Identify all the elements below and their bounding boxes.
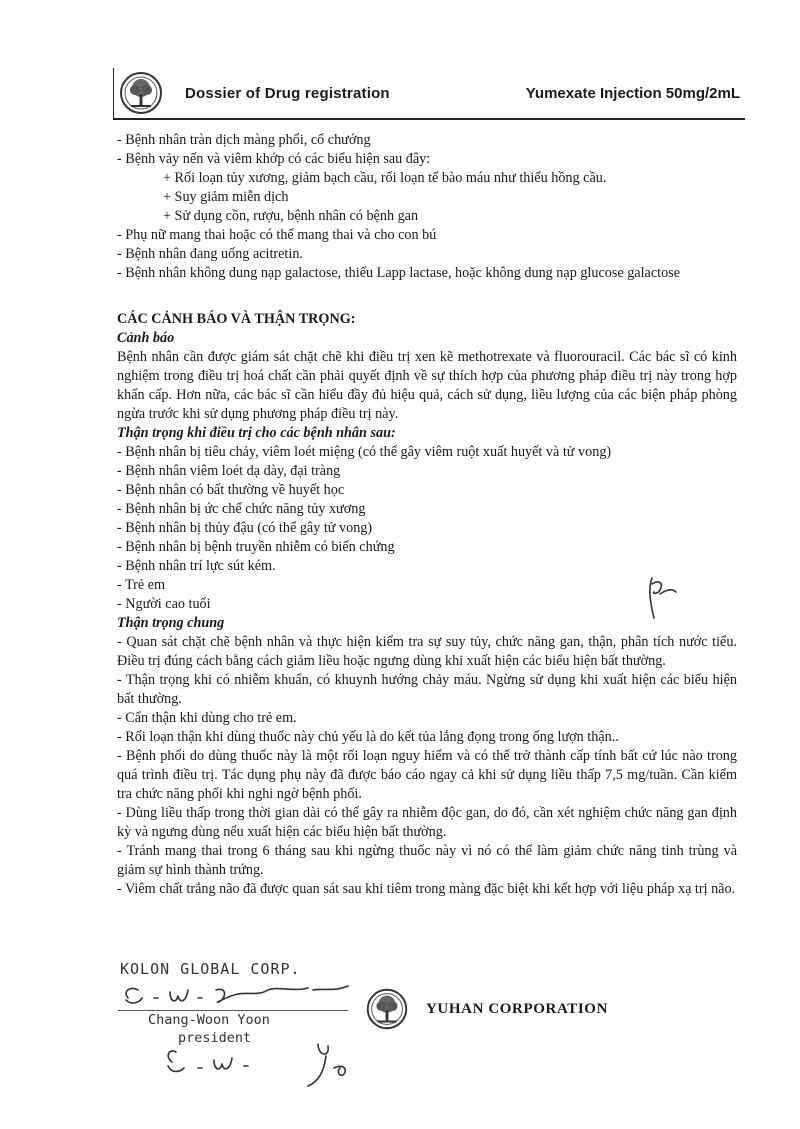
- signature-line: [118, 1010, 348, 1011]
- section-heading: CÁC CẢNH BÁO VÀ THẬN TRỌNG:: [117, 311, 356, 327]
- general-caution: - Cẩn thận khi dùng cho trẻ em.: [117, 710, 297, 726]
- document-title: Dossier of Drug registration: [185, 85, 390, 102]
- subsection-heading: Cảnh báo: [117, 330, 175, 346]
- caution-item: - Bệnh nhân bị ức chế chức năng tủy xương: [117, 501, 366, 517]
- signature-block: [118, 958, 758, 1108]
- signature-icon: [118, 976, 368, 1012]
- caution-item: - Bệnh nhân bị thủy đậu (có thể gây tử vong): [117, 520, 373, 536]
- representative-title: president: [178, 1030, 252, 1046]
- contra-subline: + Sử dụng cồn, rượu, bệnh nhân có bệnh gan: [163, 208, 419, 224]
- contra-line: - Bệnh vảy nến và viêm khớp có các biểu hiện sau đây:: [117, 151, 431, 167]
- contra-line: - Phụ nữ mang thai hoặc có thể mang thai và cho con bú: [117, 227, 437, 243]
- initials-mark-icon: [642, 574, 682, 622]
- caution-item: - Bệnh nhân viêm loét dạ dày, đại tràng: [117, 463, 341, 479]
- warning-paragraph: Bệnh nhân cần được giám sát chặt chẽ khi điều trị xen kẽ methotrexate và fluorouracil. Các bác sĩ có kinh nghiệm trong điều trị hoá chất cần phải quyết định về sự thích hợp của phương pháp điều trị này trong hợp khẩn cấp. Hơn nữa, các bác sĩ cần hiểu đầy đủ hiệu quả, cách sử dụng, liều lượng của các biện pháp phòng ngừa trước khi sử dụng phương pháp điều trị này.: [117, 349, 737, 422]
- general-caution: - Tránh mang thai trong 6 tháng sau khi ngừng thuốc này vì nó có thể làm giảm chức năng tinh trùng và giảm sự hình thành trứng.: [117, 843, 737, 878]
- company-stamp: KOLON GLOBAL CORP.: [120, 960, 301, 978]
- caution-item: - Bệnh nhân có bất thường về huyết học: [117, 482, 345, 498]
- general-caution: - Dùng liều thấp trong thời gian dài có thể gây ra nhiễm độc gan, do đó, cần xét nghiệm chức năng gan định kỳ và ngưng dùng nếu xuất hiện các biểu hiện bất thường.: [117, 805, 737, 840]
- corporation-name: YUHAN CORPORATION: [426, 1001, 609, 1017]
- product-name: Yumexate Injection 50mg/2mL: [525, 85, 740, 102]
- subsection-heading: Thận trọng chung: [117, 615, 225, 631]
- contra-line: - Bệnh nhân không dung nạp galactose, thiếu Lapp lactase, hoặc không dung nạp glucose galactose: [117, 265, 680, 281]
- company-seal-icon: [362, 986, 412, 1032]
- general-caution: - Rối loạn thận khi dùng thuốc này chủ yếu là do kết tủa lắng đọng trong ống lượn thận..: [117, 729, 619, 745]
- contra-subline: + Suy giảm miễn dịch: [163, 189, 289, 205]
- contra-line: - Bệnh nhân đang uống acitretin.: [117, 246, 303, 262]
- representative-name: Chang-Woon Yoon: [148, 1012, 270, 1028]
- signature-icon: [158, 1038, 358, 1094]
- contra-line: - Bệnh nhân tràn dịch màng phổi, cổ chướng: [117, 132, 371, 148]
- caution-item: - Bệnh nhân bị tiêu chảy, viêm loét miệng (có thể gây viêm ruột xuất huyết và tử vong): [117, 444, 612, 460]
- general-caution: - Viêm chất trắng não đã được quan sát sau khi tiêm trong màng đặc biệt khi kết hợp với liệu pháp xạ trị não.: [117, 881, 736, 897]
- general-caution: - Thận trọng khi có nhiễm khuẩn, có khuynh hướng chảy máu. Ngừng sử dụng khi xuất hiện các biểu hiện bất thường.: [117, 672, 737, 707]
- contra-subline: + Rối loạn tủy xương, giảm bạch cầu, rối loạn tế bào máu như thiếu hồng cầu.: [163, 170, 607, 186]
- header-divider-vertical: [113, 68, 114, 118]
- subsection-heading: Thận trọng khi điều trị cho các bệnh nhân sau:: [117, 425, 396, 441]
- caution-item: - Trẻ em: [117, 577, 166, 593]
- header-divider: [113, 118, 745, 120]
- tree-logo-icon: [115, 70, 167, 116]
- general-caution: - Quan sát chặt chẽ bệnh nhân và thực hiện kiểm tra sự suy tủy, chức năng gan, thận, phân tích nước tiểu. Điều trị đúng cách bằng cách giảm liều hoặc ngưng dùng khi xuất hiện các biểu hiện bất thường.: [117, 634, 737, 669]
- caution-item: - Bệnh nhân trí lực sút kém.: [117, 558, 276, 574]
- document-body: [117, 131, 737, 899]
- caution-item: - Bệnh nhân bị bệnh truyền nhiễm có biến chứng: [117, 539, 395, 555]
- page-header: [113, 68, 745, 120]
- general-caution: - Bệnh phổi do dùng thuốc này là một rối loạn nguy hiểm và có thể trở thành cấp tính bất cứ lúc nào trong quá trình điều trị. Tác dụng phụ này đã được báo cáo ngay cả khi sử dụng liều thấp 7,5 mg/tuần. Cần kiểm tra chức năng phổi khi nghi ngờ bệnh phổi.: [117, 748, 737, 802]
- caution-item: - Người cao tuổi: [117, 596, 211, 612]
